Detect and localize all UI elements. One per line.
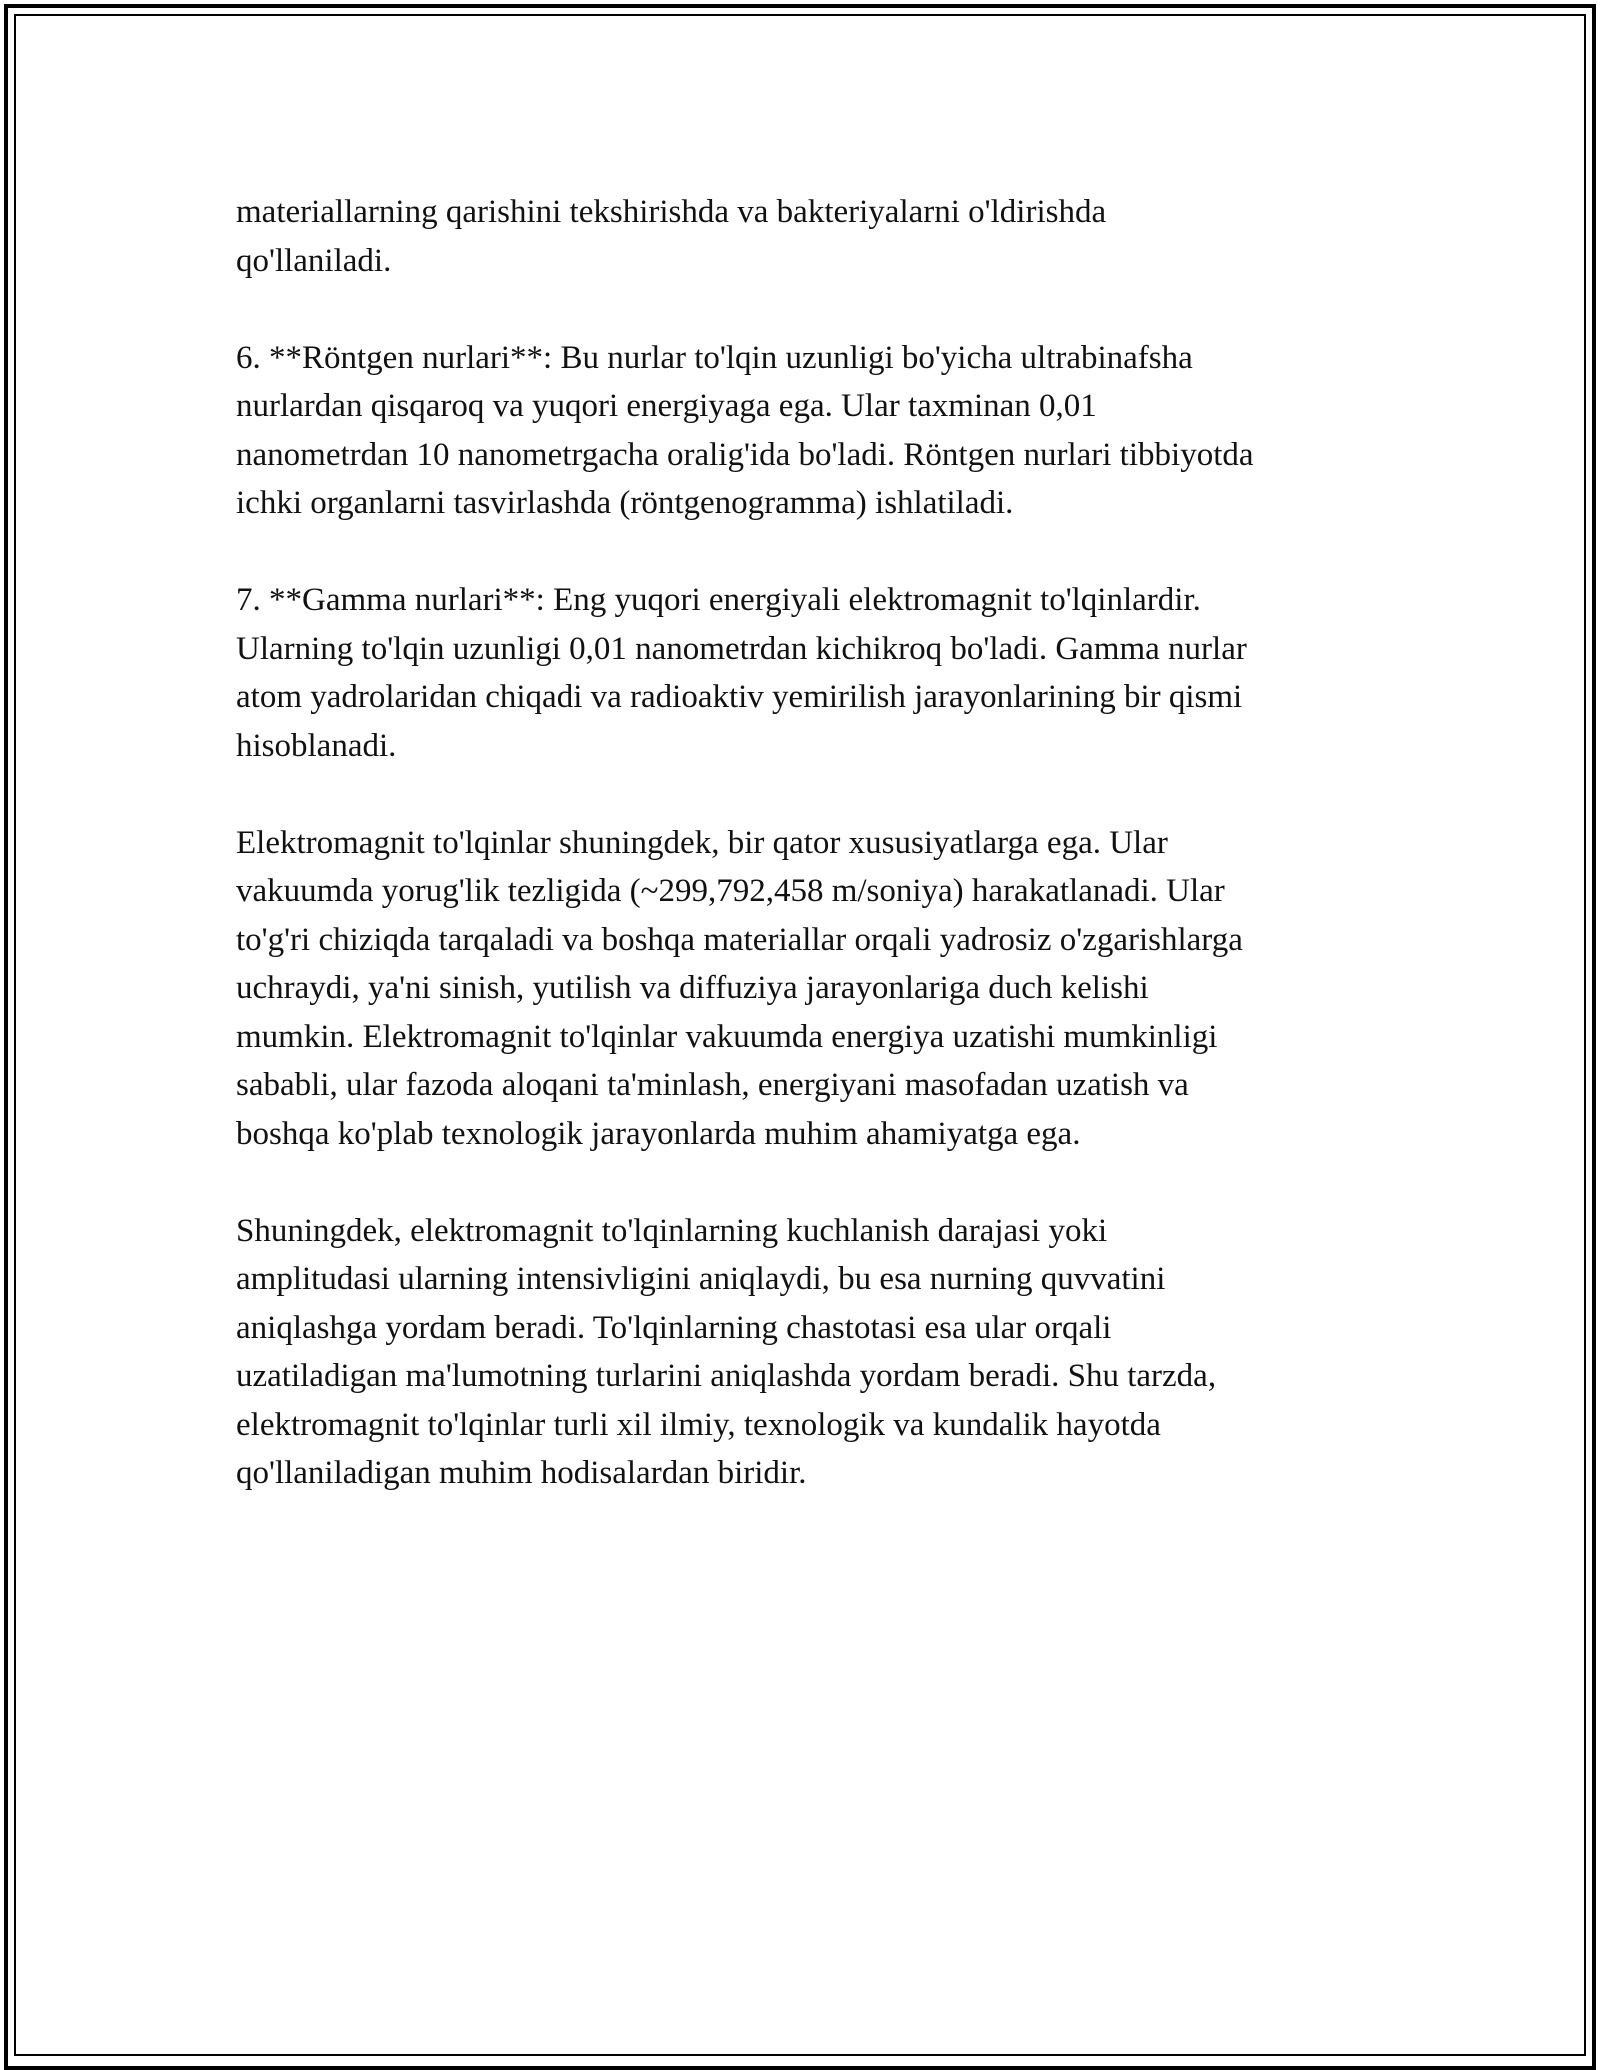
paragraph-conclusion: Shuningdek, elektromagnit to'lqinlarning kuchlanish darajasi yoki amplitudasi ularning intensivligini aniqlaydi, bu esa nurning quvvatini aniqlashga yordam beradi. To'lqinlarning chastotasi esa ular orqali uzatiladigan ma'lumotning turlarini aniqlashda yordam beradi. Shu tarzda, elektromagnit to'lqinlar turli xil ilmiy, texnologik va kundalik hayotda qo'llaniladigan muhim hodisalardan biridir. [236, 1212, 1217, 1491]
paragraph-gamma: 7. **Gamma nurlari**: Eng yuqori energiyali elektromagnit to'lqinlardir. Ularning to'lqin uzunligi 0,01 nanometrdan kichikroq bo'ladi. Gamma nurlar atom yadrolaridan chiqadi va radioaktiv yemirilish jarayonlarining bir qismi hisoblanadi. [236, 582, 1247, 764]
paragraph-continuation: materiallarning qarishini tekshirishda va bakteriyalarni o'ldirishda qo'llaniladi. [236, 194, 1107, 279]
document-body [236, 188, 1386, 1546]
paragraph-xray: 6. **Röntgen nurlari**: Bu nurlar to'lqin uzunligi bo'yicha ultrabinafsha nurlardan qisqaroq va yuqori energiyaga ega. Ular taxminan 0,01 nanometrdan 10 nanometrgacha oralig'ida bo'ladi. Röntgen nurlari tibbiyotda ichki organlarni tasvirlashda (röntgenogramma) ishlatiladi. [236, 339, 1254, 521]
paragraph-properties: Elektromagnit to'lqinlar shuningdek, bir qator xususiyatlarga ega. Ular vakuumda yorug'lik tezligida (~299,792,458 m/soniya) harakatlanadi. Ular to'g'ri chiziqda tarqaladi va boshqa materiallar orqali yadrosiz o'zgarishlarga uchraydi, ya'ni sinish, yutilish va diffuziya jarayonlariga duch kelishi mumkin. Elektromagnit to'lqinlar vakuumda energiya uzatishi mumkinligi sababli, ular fazoda aloqani ta'minlash, energiyani masofadan uzatish va boshqa ko'plab texnologik jarayonlarda muhim ahamiyatga ega. [236, 824, 1243, 1152]
